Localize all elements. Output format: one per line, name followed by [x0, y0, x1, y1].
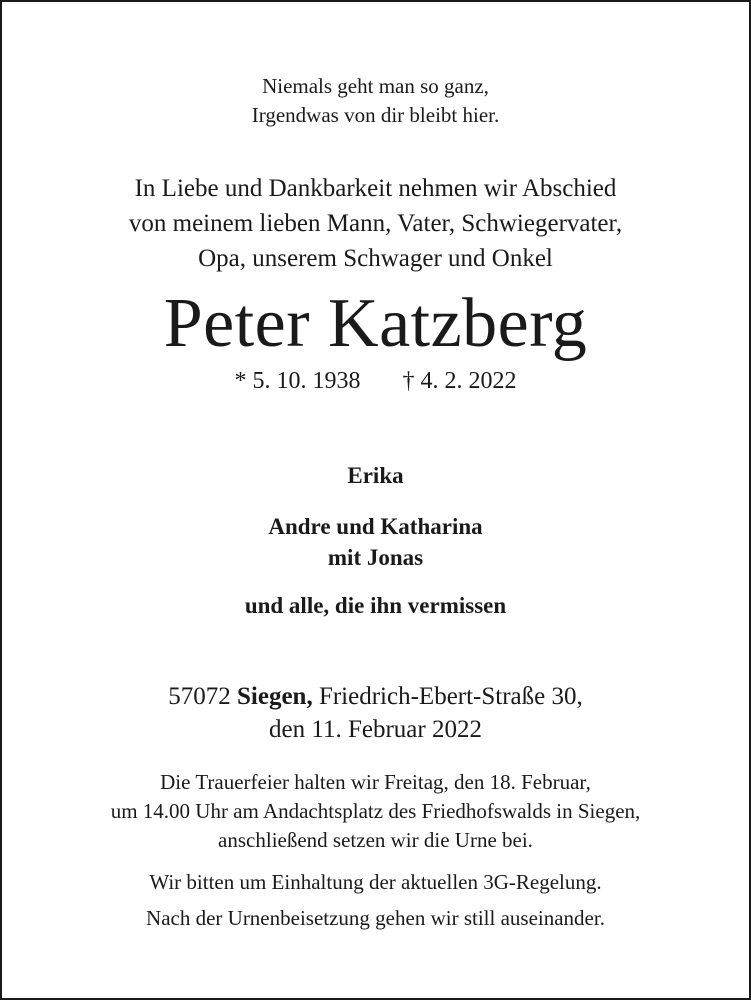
address-city: Siegen, [237, 683, 313, 710]
death-date: † 4. 2. 2022 [402, 368, 517, 394]
deceased-name: Peter Katzberg [163, 285, 588, 362]
address-date: den 11. Februar 2022 [269, 716, 482, 743]
mourner-spouse: Erika [347, 463, 404, 488]
mourner-children [0, 511, 751, 573]
intro-line: von meinem lieben Mann, Vater, Schwiegervater, [128, 210, 623, 237]
service-info [0, 768, 751, 855]
motto-line: Irgendwas von dir bleibt hier. [251, 103, 500, 127]
motto-line: Niemals geht man so ganz, [262, 74, 489, 98]
motto [0, 72, 751, 130]
life-dates [0, 365, 751, 397]
intro-line: Opa, unserem Schwager und Onkel [198, 245, 553, 272]
notice-rules: Wir bitten um Einhaltung der aktuellen 3G-Regelung. [149, 870, 602, 894]
service-line: anschließend setzen wir die Urne bei. [218, 828, 533, 852]
intro-line: In Liebe und Dankbarkeit nehmen wir Abschied [134, 175, 617, 202]
intro-text [0, 171, 751, 276]
service-line: um 14.00 Uhr am Andachtsplatz des Friedhofswalds in Siegen, [110, 799, 641, 823]
birth-date: * 5. 10. 1938 [234, 368, 361, 394]
service-line: Die Trauerfeier halten wir Freitag, den 18. Februar, [160, 770, 591, 794]
address-block [0, 680, 751, 746]
mourner-others: und alle, die ihn vermissen [244, 593, 507, 618]
mourner-children-line: mit Jonas [327, 545, 424, 570]
notice-end: Nach der Urnenbeisetzung gehen wir still auseinander. [146, 906, 605, 930]
address-street: Friedrich-Ebert-Straße 30, [318, 683, 583, 710]
mourner-children-line: Andre und Katharina [268, 514, 483, 539]
address-postcode: 57072 [168, 683, 231, 710]
